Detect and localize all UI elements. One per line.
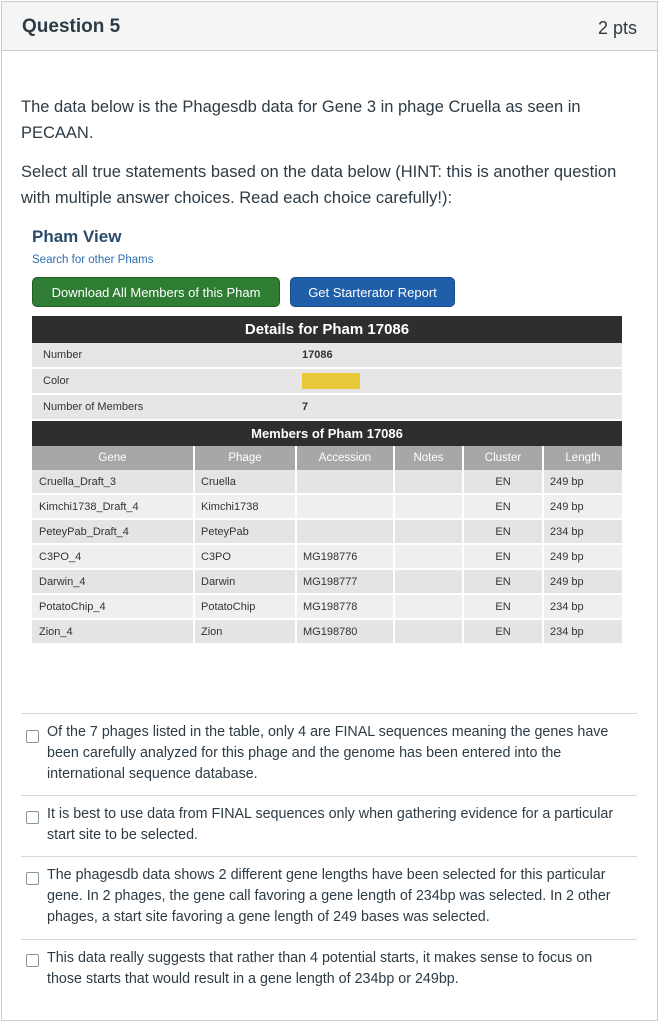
accession-cell[interactable]: MG198778 bbox=[296, 594, 394, 619]
col-notes[interactable]: Notes bbox=[394, 446, 463, 470]
table-row bbox=[32, 494, 622, 519]
gene-cell[interactable]: PotatoChip_4 bbox=[32, 594, 194, 619]
cluster-cell: EN bbox=[463, 569, 543, 594]
cluster-cell: EN bbox=[463, 619, 543, 644]
phage-cell[interactable]: Zion bbox=[194, 619, 296, 644]
cluster-cell: EN bbox=[463, 519, 543, 544]
table-row bbox=[32, 470, 622, 494]
accession-cell[interactable]: MG198780 bbox=[296, 619, 394, 644]
col-length[interactable]: Length bbox=[543, 446, 622, 470]
phage-cell[interactable]: PeteyPab bbox=[194, 519, 296, 544]
gene-cell[interactable]: C3PO_4 bbox=[32, 544, 194, 569]
notes-cell bbox=[394, 569, 463, 594]
question-header bbox=[2, 2, 657, 51]
table-row bbox=[32, 594, 622, 619]
phage-cell[interactable]: Cruella bbox=[194, 470, 296, 494]
gene-cell[interactable]: Cruella_Draft_3 bbox=[32, 470, 194, 494]
details-header: Details for Pham 17086 bbox=[32, 316, 622, 343]
members-body bbox=[32, 470, 622, 644]
starterator-report-button[interactable]: Get Starterator Report bbox=[290, 277, 455, 307]
answer-choice-1[interactable] bbox=[21, 713, 637, 796]
length-cell: 234 bp bbox=[543, 519, 622, 544]
phage-cell[interactable]: Kimchi1738 bbox=[194, 494, 296, 519]
length-cell: 249 bp bbox=[543, 569, 622, 594]
notes-cell bbox=[394, 619, 463, 644]
choice-checkbox[interactable] bbox=[26, 730, 39, 743]
length-cell: 249 bp bbox=[543, 544, 622, 569]
col-gene[interactable]: Gene bbox=[32, 446, 194, 470]
search-phams-link[interactable]: Search for other Phams bbox=[32, 254, 154, 266]
choice-checkbox[interactable] bbox=[26, 811, 39, 824]
table-row bbox=[32, 569, 622, 594]
detail-label: Color bbox=[32, 368, 296, 394]
accession-cell bbox=[296, 470, 394, 494]
detail-value: 17086 bbox=[296, 343, 622, 368]
answer-choice-4[interactable] bbox=[21, 939, 637, 1000]
question-title: Question 5 bbox=[22, 16, 121, 37]
detail-value: 7 bbox=[296, 394, 622, 420]
phage-cell[interactable]: PotatoChip bbox=[194, 594, 296, 619]
question-points: 2 pts bbox=[597, 18, 637, 38]
length-cell: 249 bp bbox=[543, 494, 622, 519]
detail-label: Number bbox=[32, 343, 296, 368]
cluster-cell: EN bbox=[463, 594, 543, 619]
table-row bbox=[32, 619, 622, 644]
answer-choice-3[interactable] bbox=[21, 856, 637, 939]
cluster-cell: EN bbox=[463, 494, 543, 519]
phage-cell[interactable]: C3PO bbox=[194, 544, 296, 569]
accession-cell bbox=[296, 494, 394, 519]
notes-cell bbox=[394, 544, 463, 569]
cluster-cell: EN bbox=[463, 470, 543, 494]
choice-checkbox[interactable] bbox=[26, 954, 39, 967]
notes-cell bbox=[394, 519, 463, 544]
notes-cell bbox=[394, 494, 463, 519]
pham-view-title: Pham View bbox=[32, 227, 122, 246]
col-accession[interactable]: Accession bbox=[296, 446, 394, 470]
gene-cell[interactable]: Darwin_4 bbox=[32, 569, 194, 594]
notes-cell bbox=[394, 594, 463, 619]
members-header: Members of Pham 17086 bbox=[32, 420, 622, 446]
details-row-members bbox=[32, 394, 622, 420]
accession-cell[interactable]: MG198776 bbox=[296, 544, 394, 569]
length-cell: 234 bp bbox=[543, 594, 622, 619]
accession-cell[interactable]: MG198777 bbox=[296, 569, 394, 594]
length-cell: 249 bp bbox=[543, 470, 622, 494]
question-instruction: Select all true statements based on the data below (HINT: this is another question with multiple answer choices. Read each choice carefully!): bbox=[21, 163, 617, 207]
choice-text: The phagesdb data shows 2 different gene lengths have been selected for this particular gene. In 2 phages, the gene call favoring a gene length of 234bp was selected. In 2 other phages, a start site favoring a gene length of 249 bases was selected. bbox=[47, 867, 611, 925]
notes-cell bbox=[394, 470, 463, 494]
length-cell: 234 bp bbox=[543, 619, 622, 644]
table-row bbox=[32, 519, 622, 544]
choice-text: It is best to use data from FINAL sequences only when gathering evidence for a particular start site to be selected. bbox=[47, 806, 614, 843]
choice-text: Of the 7 phages listed in the table, only 4 are FINAL sequences meaning the genes have been carefully analyzed for this phage and the genome has been entered into the international sequence database. bbox=[47, 724, 609, 782]
detail-label: Number of Members bbox=[32, 394, 296, 420]
choice-checkbox[interactable] bbox=[26, 872, 39, 885]
col-phage[interactable]: Phage bbox=[194, 446, 296, 470]
gene-cell[interactable]: PeteyPab_Draft_4 bbox=[32, 519, 194, 544]
gene-cell[interactable]: Kimchi1738_Draft_4 bbox=[32, 494, 194, 519]
table-row bbox=[32, 544, 622, 569]
details-row-number bbox=[32, 343, 622, 368]
gene-cell[interactable]: Zion_4 bbox=[32, 619, 194, 644]
answer-choice-2[interactable] bbox=[21, 795, 637, 856]
phage-cell[interactable]: Darwin bbox=[194, 569, 296, 594]
accession-cell bbox=[296, 519, 394, 544]
cluster-cell: EN bbox=[463, 544, 543, 569]
pham-color-swatch bbox=[302, 373, 360, 389]
pham-table bbox=[32, 316, 622, 645]
choice-text: This data really suggests that rather than 4 potential starts, it makes sense to focus on those starts that would result in a gene length of 234bp or 249bp. bbox=[47, 950, 593, 987]
members-column-headers bbox=[32, 446, 622, 470]
question-intro: The data below is the Phagesdb data for Gene 3 in phage Cruella as seen in PECAAN. bbox=[21, 98, 581, 142]
col-cluster[interactable]: Cluster bbox=[463, 446, 543, 470]
download-members-button[interactable]: Download All Members of this Pham bbox=[32, 277, 280, 307]
details-row-color bbox=[32, 368, 622, 394]
